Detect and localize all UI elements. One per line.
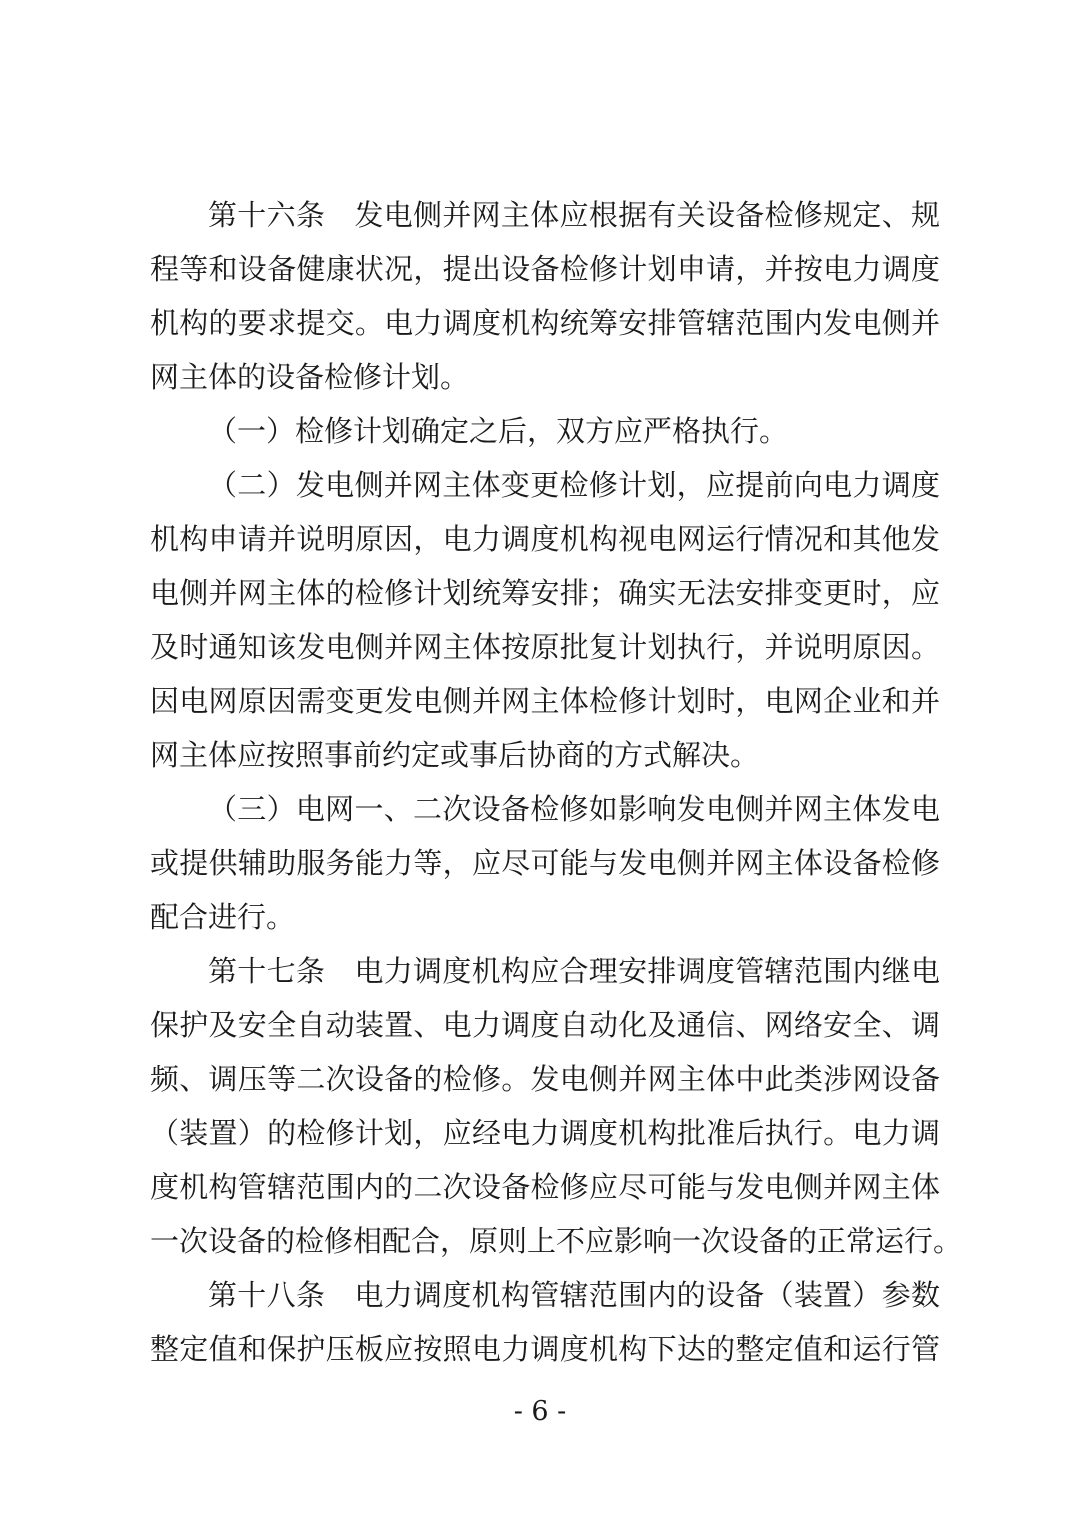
paragraph-line: 网主体应按照事前约定或事后协商的方式解决。 [150,738,760,772]
paragraph-line: 或提供辅助服务能力等，应尽可能与发电侧并网主体设备检修 [150,846,940,880]
paragraph-line: 因电网原因需变更发电侧并网主体检修计划时，电网企业和并 [150,684,940,718]
item-2-line: （二）发电侧并网主体变更检修计划，应提前向电力调度 [208,468,940,502]
paragraph-line: 保护及安全自动装置、电力调度自动化及通信、网络安全、调 [150,1008,940,1042]
paragraph-line: 频、调压等二次设备的检修。发电侧并网主体中此类涉网设备 [150,1062,940,1096]
paragraph-line: 及时通知该发电侧并网主体按原批复计划执行，并说明原因。 [150,630,940,664]
paragraph-line: 电侧并网主体的检修计划统筹安排；确实无法安排变更时，应 [150,576,940,610]
item-3-line: （三）电网一、二次设备检修如影响发电侧并网主体发电 [208,792,940,826]
paragraph-line: 一次设备的检修相配合，原则上不应影响一次设备的正常运行。 [150,1224,963,1258]
paragraph-line: （装置）的检修计划，应经电力调度机构批准后执行。电力调 [150,1116,940,1150]
page-number: - 6 - [513,1396,567,1427]
article-17-heading-line: 第十七条 电力调度机构应合理安排调度管辖范围内继电 [208,954,940,988]
paragraph-line: 机构的要求提交。电力调度机构统筹安排管辖范围内发电侧并 [150,306,940,340]
paragraph-line: 整定值和保护压板应按照电力调度机构下达的整定值和运行管 [150,1332,940,1366]
paragraph-line: 配合进行。 [150,900,296,934]
item-1-line: （一）检修计划确定之后，双方应严格执行。 [208,414,789,448]
paragraph-line: 度机构管辖范围内的二次设备检修应尽可能与发电侧并网主体 [150,1170,940,1204]
paragraph-line: 程等和设备健康状况，提出设备检修计划申请，并按电力调度 [150,252,940,286]
paragraph-line: 网主体的设备检修计划。 [150,360,470,394]
paragraph-line: 机构申请并说明原因，电力调度机构视电网运行情况和其他发 [150,522,940,556]
article-16-heading-line: 第十六条 发电侧并网主体应根据有关设备检修规定、规 [208,198,940,232]
article-18-heading-line: 第十八条 电力调度机构管辖范围内的设备（装置）参数 [208,1278,940,1312]
